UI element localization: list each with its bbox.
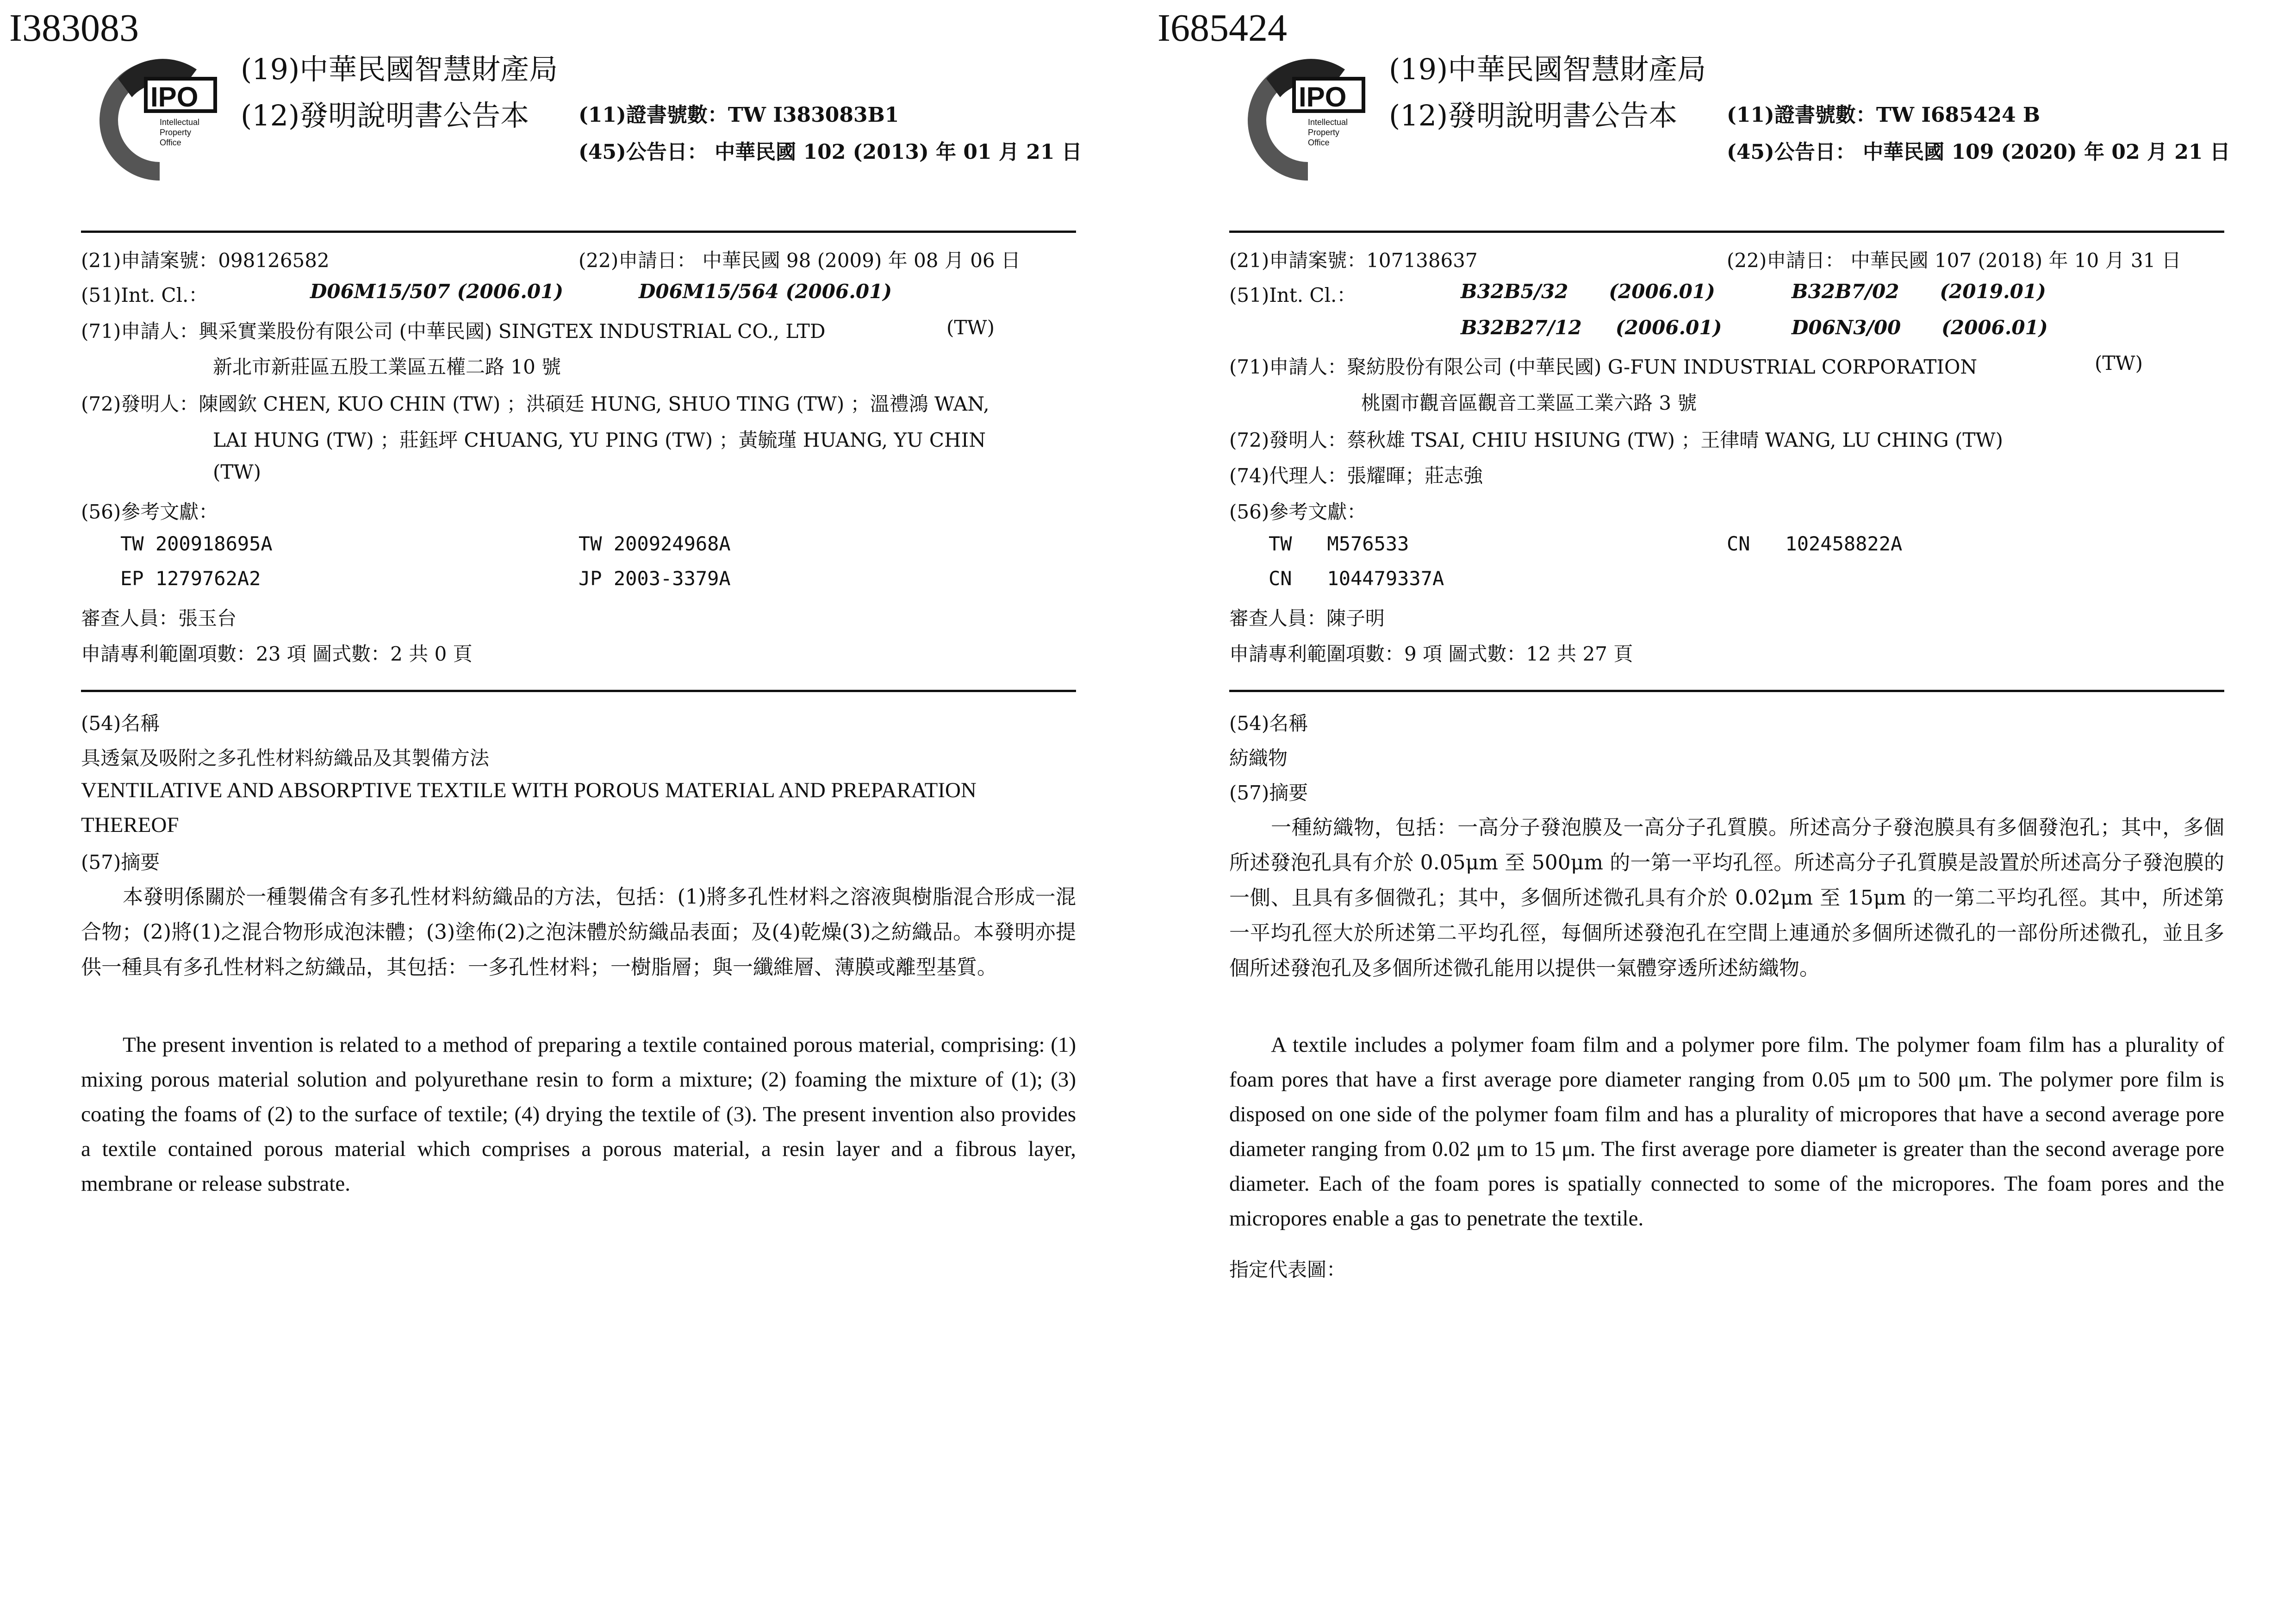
intcl-code: D06N3/00 (2006.01)	[1792, 316, 2048, 339]
claims-count: 申請專利範圍項數：9 項 圖式數：12 共 27 頁	[1229, 643, 1633, 665]
svg-text:IPO: IPO	[150, 81, 199, 112]
inventors-cont: LAI HUNG (TW) ；莊鈺坪 CHUANG, YU PING (TW) ；黃毓瑾 HUANG, YU CHIN	[213, 429, 986, 451]
applicant: (71)申請人：聚紡股份有限公司 (中華民國) G-FUN INDUSTRIAL CORPORATION	[1229, 356, 1978, 378]
abstract-label: (57)摘要	[81, 851, 160, 874]
application-number: (21)申請案號：098126582	[81, 249, 330, 272]
intcl-code: B32B27/12 (2006.01)	[1461, 316, 1722, 339]
intcl-code: D06M15/564 (2006.01)	[639, 280, 892, 303]
inventors: (72)發明人：陳國欽 CHEN, KUO CHIN (TW) ；洪碩廷 HUNG, SHUO TING (TW) ；溫禮鴻 WAN,	[81, 393, 989, 415]
reference: CN 102458822A	[1727, 532, 1903, 555]
certificate-number: (11)證書號數：TW I383083B1	[579, 103, 899, 127]
certificate-number: (11)證書號數：TW I685424 B	[1727, 103, 2041, 127]
reference: TW M576533	[1269, 532, 1409, 555]
application-date: (22)申請日： 中華民國 98 (2009) 年 08 月 06 日	[579, 249, 1021, 272]
svg-text:Office: Office	[160, 138, 181, 147]
intcl-label: (51)Int. Cl.：	[1229, 284, 1356, 306]
examiner: 審查人員：張玉台	[81, 607, 237, 630]
intcl-code: D06M15/507 (2006.01)	[310, 280, 564, 303]
agent: (74)代理人：張耀暉；莊志強	[1229, 464, 1483, 487]
office-name: (19)中華民國智慧財產局	[1389, 52, 1706, 86]
svg-text:Property: Property	[160, 128, 192, 137]
reference: TW 200924968A	[579, 532, 731, 555]
title-en-cont: THEREOF	[81, 813, 179, 837]
svg-text:Intellectual: Intellectual	[1308, 118, 1348, 127]
svg-text:Office: Office	[1308, 138, 1330, 147]
section-divider	[81, 690, 1076, 692]
reference: CN 104479337A	[1269, 567, 1444, 590]
title-label: (54)名稱	[81, 712, 160, 735]
abstract-en: The present invention is related to a method of preparing a textile contained porous material, comprising: (1) mixing porous material solution and polyurethane resin to form a mixture; (2) foaming the mixture of (1); (3) coating the foams of (2) to the surface of textile; (4) drying the textile of (3). The present invention also provides a textile contained porous material which comprises a porous material, a resin layer and a fibrous layer, membrane or release substrate.	[81, 1033, 1076, 1196]
reference: JP 2003-3379A	[579, 567, 731, 590]
abstract-en: A textile includes a polymer foam film and a polymer pore film. The polymer foam film has a plurality of foam pores that have a first average pore diameter ranging from 0.05 μm to 500 μm. The polymer pore film is disposed on one side of the polymer foam film and has a plurality of micropores that have a second average pore diameter ranging from 0.02 μm to 15 μm. The first average pore diameter is greater than the second average pore diameter. Each of the foam pores is spatially connected to some of the micropores. The foam pores and the micropores enable a gas to penetrate the textile.	[1229, 1033, 2224, 1230]
reference: EP 1279762A2	[120, 567, 261, 590]
publication-date: (45)公告日： 中華民國 109 (2020) 年 02 月 21 日	[1727, 140, 2230, 164]
tipo-logo-icon	[90, 51, 229, 181]
references-label: (56)參考文獻：	[81, 500, 218, 523]
inventors-cont: (TW)	[213, 461, 261, 483]
reference: TW 200918695A	[120, 532, 273, 555]
svg-text:Intellectual: Intellectual	[160, 118, 200, 127]
patent-id: I383083	[9, 6, 139, 50]
application-date: (22)申請日： 中華民國 107 (2018) 年 10 月 31 日	[1727, 249, 2181, 272]
abstract-zh: 本發明係關於一種製備含有多孔性材料紡織品的方法，包括：(1)將多孔性材料之溶液與樹脂混合形成一混合物；(2)將(1)之混合物形成泡沫體；(3)塗佈(2)之泡沫體於紡織品表面；及(4)乾燥(3)之紡織品。本發明亦提供一種具有多孔性材料之紡織品，其包括：一多孔性材料；一樹脂層；與一纖維層、薄膜或離型基質。	[81, 885, 1076, 979]
patent-page-right	[1148, 0, 2296, 1624]
svg-text:IPO: IPO	[1299, 81, 1347, 112]
designated-figure: 指定代表圖：	[1229, 1258, 1346, 1281]
svg-text:Property: Property	[1308, 128, 1340, 137]
applicant-country: (TW)	[946, 316, 995, 339]
abstract-zh: 一種紡織物，包括：一高分子發泡膜及一高分子孔質膜。所述高分子發泡膜具有多個發泡孔；其中，多個所述發泡孔具有介於 0.05μm 至 500μm 的一第一平均孔徑。所述高分子孔質膜是設置於所述高分子發泡膜的一側、且具有多個微孔；其中，多個所述微孔具有介於 0.02μm 至 15μm 的一第二平均孔徑。其中，所述第一平均孔徑大於所述第二平均孔徑，每個所述發泡孔在空間上連通於多個所述微孔的一部份所述微孔，並且多個所述發泡孔及多個所述微孔能用以提供一氣體穿透所述紡織物。	[1229, 816, 2224, 980]
claims-count: 申請專利範圍項數：23 項 圖式數：2 共 0 頁	[81, 643, 473, 665]
inventors: (72)發明人：蔡秋雄 TSAI, CHIU HSIUNG (TW) ；王律晴 WANG, LU CHING (TW)	[1229, 429, 2003, 451]
section-divider	[1229, 690, 2224, 692]
examiner: 審查人員：陳子明	[1229, 607, 1385, 630]
application-number: (21)申請案號：107138637	[1229, 249, 1478, 272]
title-zh: 紡織物	[1229, 747, 1288, 769]
applicant: (71)申請人：興采實業股份有限公司 (中華民國) SINGTEX INDUSTRIAL CO., LTD	[81, 320, 826, 343]
title-en: VENTILATIVE AND ABSORPTIVE TEXTILE WITH POROUS MATERIAL AND PREPARATION	[81, 778, 977, 802]
tipo-logo-icon	[1238, 51, 1377, 181]
applicant-address: 新北市新莊區五股工業區五權二路 10 號	[213, 356, 561, 378]
intcl-label: (51)Int. Cl.：	[81, 284, 208, 306]
title-zh: 具透氣及吸附之多孔性材料紡織品及其製備方法	[81, 747, 490, 769]
applicant-country: (TW)	[2095, 352, 2143, 375]
publication-date: (45)公告日： 中華民國 102 (2013) 年 01 月 21 日	[579, 140, 1082, 164]
references-label: (56)參考文獻：	[1229, 500, 1367, 523]
title-label: (54)名稱	[1229, 712, 1308, 735]
document-type: (12)發明說明書公告本	[1389, 99, 1678, 132]
header-divider	[81, 231, 1076, 233]
intcl-code: B32B5/32 (2006.01)	[1461, 280, 1715, 303]
patent-id: I685424	[1157, 6, 1287, 50]
header-divider	[1229, 231, 2224, 233]
applicant-address: 桃園市觀音區觀音工業區工業六路 3 號	[1361, 392, 1697, 414]
document-type: (12)發明說明書公告本	[241, 99, 529, 132]
intcl-code: B32B7/02 (2019.01)	[1792, 280, 2046, 303]
abstract-label: (57)摘要	[1229, 781, 1308, 804]
office-name: (19)中華民國智慧財產局	[241, 52, 558, 86]
